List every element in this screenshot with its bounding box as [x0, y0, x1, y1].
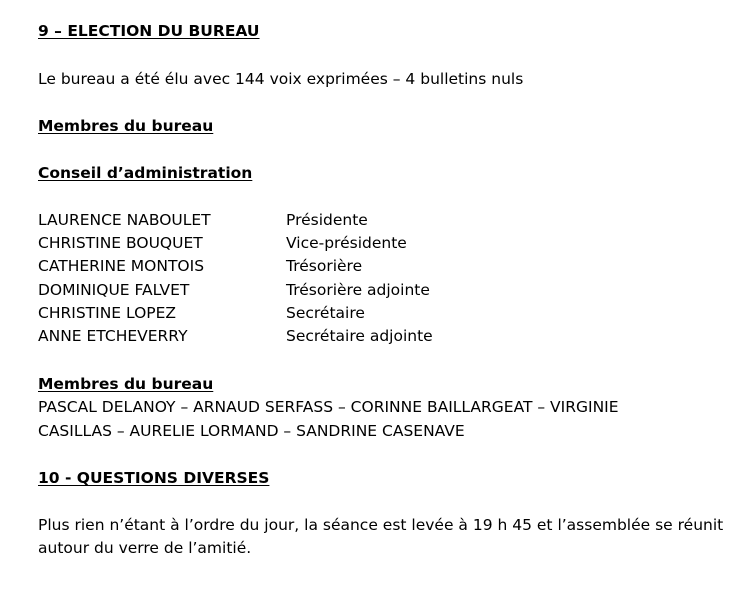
board-heading: Conseil d’administration	[38, 164, 253, 182]
section-10-title: 10 - QUESTIONS DIVERSES	[38, 469, 270, 487]
board-row	[38, 302, 365, 324]
members-heading-1: Membres du bureau	[38, 117, 214, 135]
board-row	[38, 209, 368, 231]
board-member-role: Présidente	[286, 211, 368, 229]
board-member-name: CHRISTINE BOUQUET	[38, 234, 203, 252]
board-member-name: CHRISTINE LOPEZ	[38, 304, 177, 322]
board-member-role: Secrétaire	[286, 304, 365, 322]
section-9-title: 9 – ELECTION DU BUREAU	[38, 22, 260, 40]
board-member-role: Vice-présidente	[286, 234, 407, 252]
board-member-role: Trésorière	[286, 257, 363, 275]
members-list-line-2: CASILLAS – AURELIE LORMAND – SANDRINE CASENAVE	[38, 422, 465, 440]
board-member-role: Secrétaire adjointe	[286, 327, 433, 345]
board-row	[38, 255, 363, 277]
board-member-role: Trésorière adjointe	[286, 281, 430, 299]
closing-text-line-2: autour du verre de l’amitié.	[38, 539, 252, 557]
board-member-name: DOMINIQUE FALVET	[38, 281, 190, 299]
board-row	[38, 232, 407, 254]
board-member-name: CATHERINE MONTOIS	[38, 257, 205, 275]
board-member-name: ANNE ETCHEVERRY	[38, 327, 188, 345]
election-summary: Le bureau a été élu avec 144 voix exprimées – 4 bulletins nuls	[38, 70, 524, 88]
board-row	[38, 279, 430, 301]
closing-text-line-1: Plus rien n’étant à l’ordre du jour, la séance est levée à 19 h 45 et l’assemblée se réunit	[38, 516, 724, 534]
board-member-name: LAURENCE NABOULET	[38, 211, 211, 229]
board-row	[38, 325, 433, 347]
members-heading-2: Membres du bureau	[38, 375, 214, 393]
members-list-line-1: PASCAL DELANOY – ARNAUD SERFASS – CORINNE BAILLARGEAT – VIRGINIE	[38, 398, 619, 416]
